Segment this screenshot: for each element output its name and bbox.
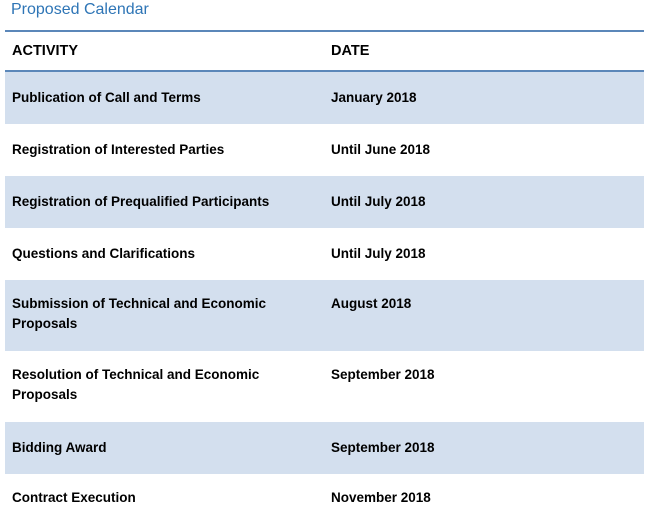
date-cell: November 2018 <box>331 490 431 505</box>
activity-cell: Contract Execution <box>12 490 136 505</box>
date-cell: Until June 2018 <box>331 142 431 157</box>
table-row <box>5 228 644 280</box>
date-cell: Until July 2018 <box>331 246 426 261</box>
table-row <box>5 176 644 228</box>
activity-cell: Registration of Prequalified Participants <box>12 194 270 209</box>
date-cell: August 2018 <box>331 296 412 311</box>
header-activity: ACTIVITY <box>12 43 79 59</box>
table-row <box>5 124 644 176</box>
activity-cell: Submission of Technical and Economic Proposals <box>12 296 267 331</box>
table-row <box>5 422 644 474</box>
table-row <box>5 72 644 124</box>
table-row <box>5 280 644 351</box>
table-caption: Proposed Calendar <box>11 1 149 18</box>
activity-cell: Resolution of Technical and Economic Proposals <box>12 367 260 402</box>
activity-cell: Registration of Interested Parties <box>12 142 225 157</box>
table-header <box>5 32 644 72</box>
date-cell: Until July 2018 <box>331 194 426 209</box>
activity-cell: Publication of Call and Terms <box>12 90 201 105</box>
table-row <box>5 351 644 422</box>
header-date: DATE <box>331 43 370 59</box>
activity-cell: Bidding Award <box>12 440 107 455</box>
date-cell: September 2018 <box>331 367 435 382</box>
calendar-table <box>5 30 644 522</box>
table-row <box>5 474 644 522</box>
date-cell: January 2018 <box>331 90 417 105</box>
date-cell: September 2018 <box>331 440 435 455</box>
activity-cell: Questions and Clarifications <box>12 246 196 261</box>
